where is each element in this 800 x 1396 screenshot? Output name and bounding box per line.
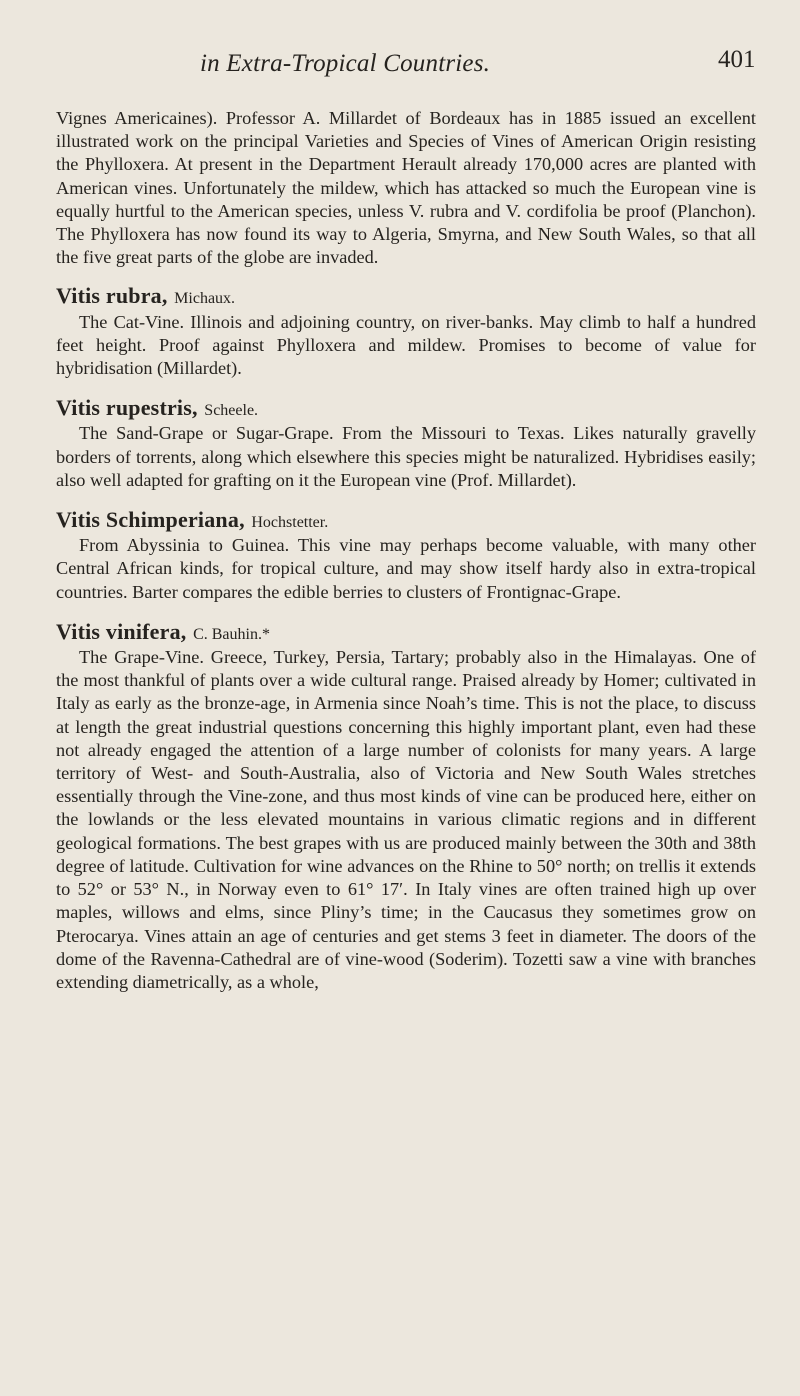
species-authority: Michaux. [174,290,236,308]
species-heading [56,396,756,422]
page-body [56,107,756,1010]
species-description: The Sand-Grape or Sugar-Grape. From the Missouri to Texas. Likes naturally gravelly borders of torrents, along which elsewhere this species might be naturalized. Hybridises easily; also well adapted for grafting on it the European vine (Prof. Millardet). [56,423,756,490]
species-name: Vitis rupestris, [56,395,198,421]
species-entry-vitis-schimperiana [56,508,756,604]
running-title: in Extra-Tropical Countries. [200,50,491,77]
species-heading [56,620,756,646]
species-description: The Grape-Vine. Greece, Turkey, Persia, Tartary; probably also in the Himalayas. One of the most thankful of plants over a wide cultural range. Praised already by Homer; cultivated in Italy as early as the bronze-age, in Armenia since Noah’s time. This is not the place, to discuss at length the great industrial questions concerning this highly important plant, even had these not already engaged the attention of a large number of colonists for many years. A large territory of West- and South-Australia, also of Victoria and New South Wales stretches essentially through the Vine-zone, and thus most kinds of vine can be produced here, either on the lowlands or the less elevated mountains in various climatic regions and in different geological formations. The best grapes with us are produced mainly between the 30th and 38th degree of latitude. Cultivation for wine advances on the Rhine to 50° north; on trellis it extends to 52° or 53° N., in Norway even to 61° 17′. In Italy vines are often trained high up over maples, willows and elms, since Pliny’s time; in the Caucasus they sometimes grow on Pterocarya. Vines attain an age of centuries and get stems 3 feet in diameter. The doors of the dome of the Ravenna-Cathedral are of vine-wood (Soderim). Tozetti saw a vine with branches extending diametrically, as a whole, [56,647,756,992]
species-name: Vitis vinifera, [56,618,187,644]
species-name: Vitis Schimperiana, [56,507,245,533]
species-heading [56,508,756,534]
page-number: 401 [718,46,756,73]
species-authority: Scheele. [204,402,259,420]
species-authority: C. Bauhin.* [193,625,270,643]
species-entry-vitis-rubra [56,284,756,380]
species-authority: Hochstetter. [251,514,329,532]
species-entry-vitis-vinifera [56,620,756,994]
species-description: From Abyssinia to Guinea. This vine may perhaps become valuable, with many other Central African kinds, for tropical culture, and may show itself hardy also in extra-tropical countries. Barter compares the edible berries to clusters of Frontignac-Grape. [56,535,756,602]
species-heading [56,284,756,310]
species-description: The Cat-Vine. Illinois and adjoining country, on river-banks. May climb to half a hundred feet height. Proof against Phylloxera and mildew. Promises to become of value for hybridisation (Millardet). [56,311,756,379]
intro-paragraph: Vignes Americaines). Professor A. Millardet of Bordeaux has in 1885 issued an excellent illustrated work on the principal Varieties and Species of Vines of American Origin resisting the Phylloxera. At present in the Department Herault already 170,000 acres are planted with American vines. Unfortunately the mildew, which has attacked so much the European vine is equally hurtful to the American species, unless V. rubra and V. cordifolia be proof (Planchon). The Phylloxera has now found its way to Algeria, Smyrna, and New South Wales, so that all the five great parts of the globe are invaded. [56,108,756,268]
species-name: Vitis rubra, [56,283,168,309]
species-entry-vitis-rupestris [56,396,756,492]
